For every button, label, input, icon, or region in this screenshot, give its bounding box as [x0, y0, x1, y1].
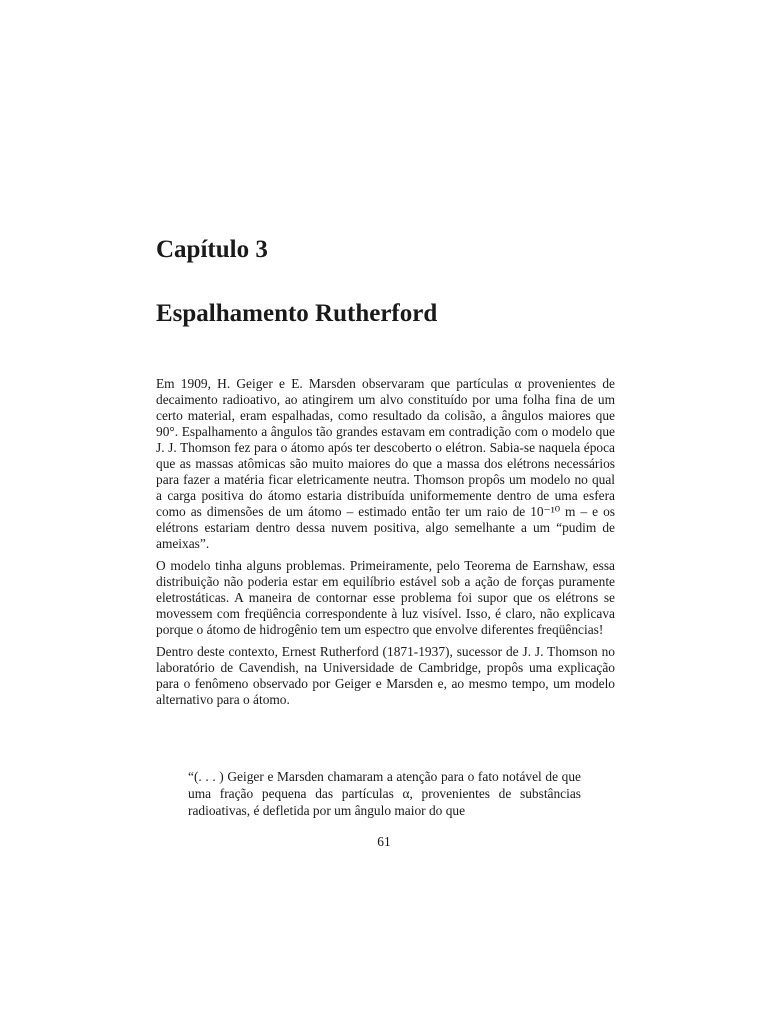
block-quote: “(. . . ) Geiger e Marsden chamaram a atenção para o fato notável de que uma fração pequena das partículas α, provenientes de substâncias radioativas, é defletida por um ângulo maior do que — [188, 769, 581, 818]
chapter-number: Capítulo 3 — [156, 236, 268, 263]
page-number: 61 — [377, 834, 391, 849]
paragraph: O modelo tinha alguns problemas. Primeiramente, pelo Teorema de Earnshaw, essa distribuição não poderia estar em equilíbrio estável sob a ação de forças puramente eletrostáticas. A maneira de contornar esse problema foi supor que os elétrons se movessem com freqüência correspondente à luz visível. Isso, é claro, não explicava porque o átomo de hidrogênio tem um espectro que envolve diferentes freqüências! — [156, 558, 615, 637]
paragraph: Em 1909, H. Geiger e E. Marsden observaram que partículas α provenientes de decaimento radioativo, ao atingirem um alvo constituído por uma folha fina de um certo material, eram espalhadas, como resultado da colisão, a ângulos maiores que 90°. Espalhamento a ângulos tão grandes estavam em contradição com o modelo que J. J. Thomson fez para o átomo após ter descoberto o elétron. Sabia-se naquela época que as massas atômicas são muito maiores do que a massa dos elétrons necessários para fazer a matéria ficar eletricamente neutra. Thomson propôs um modelo no qual a carga positiva do átomo estaria distribuída uniformemente dentro de uma esfera como as dimensões de um átomo – estimado então ter um raio de 10⁻¹⁰ m – e os elétrons estariam dentro dessa nuvem positiva, algo semelhante a um “pudim de ameixas”. — [156, 376, 615, 551]
chapter-title: Espalhamento Rutherford — [156, 300, 438, 327]
paragraph: Dentro deste contexto, Ernest Rutherford (1871-1937), sucessor de J. J. Thomson no laboratório de Cavendish, na Universidade de Cambridge, propôs uma explicação para o fenômeno observado por Geiger e Marsden e, ao mesmo tempo, um modelo alternativo para o átomo. — [156, 644, 615, 707]
body-text — [156, 376, 615, 714]
